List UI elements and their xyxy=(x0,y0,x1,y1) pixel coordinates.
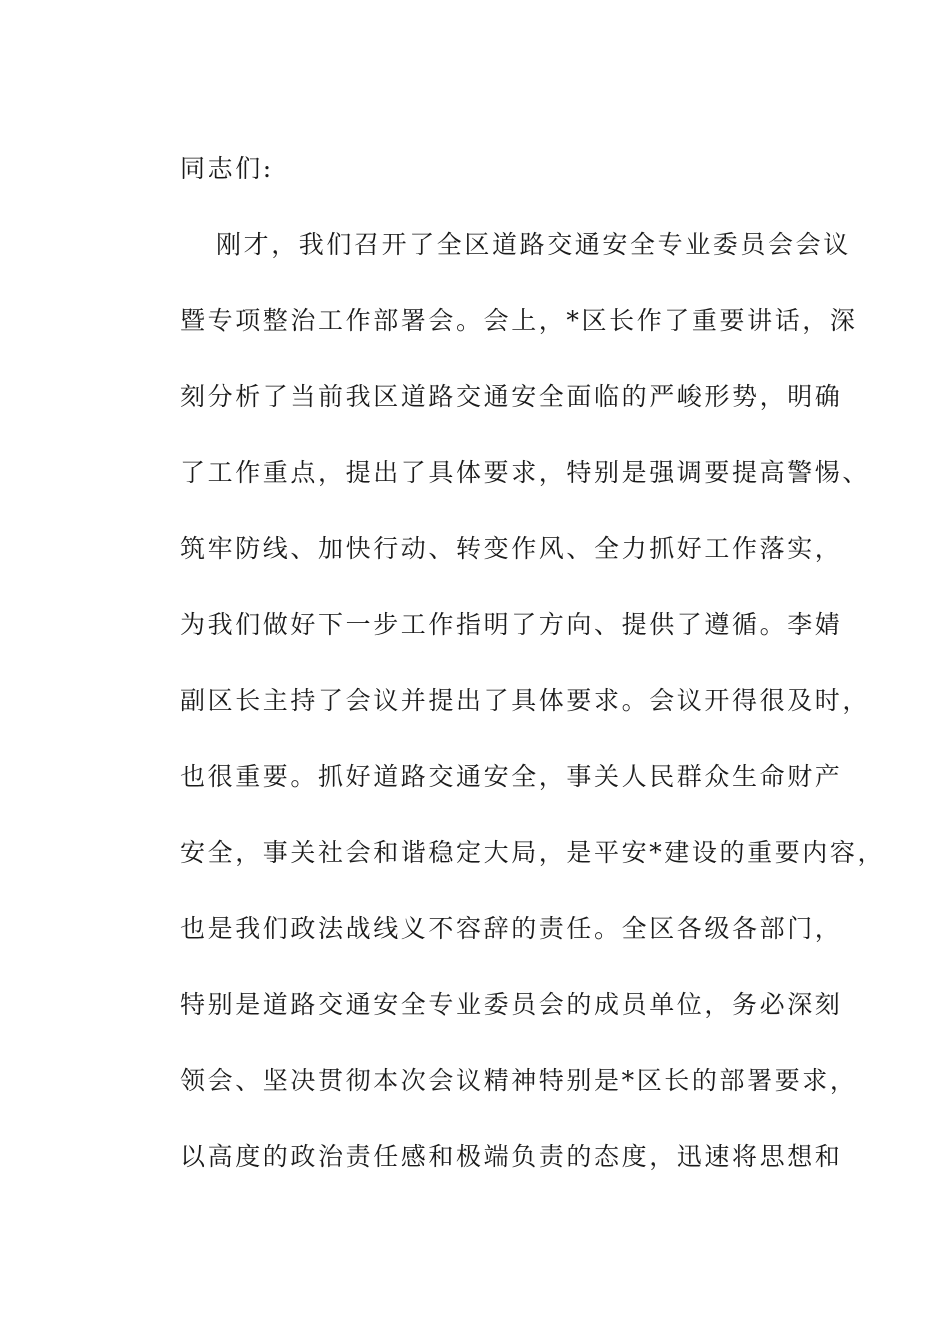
paragraph-line: 也很重要。抓好道路交通安全，事关人民群众生命财产 xyxy=(180,762,843,791)
paragraph-line: 了工作重点，提出了具体要求，特别是强调要提高警惕、 xyxy=(180,458,871,487)
paragraph-line: 筑牢防线、加快行动、转变作风、全力抓好工作落实， xyxy=(180,534,843,563)
paragraph-line: 以高度的政治责任感和极端负责的态度，迅速将思想和 xyxy=(180,1142,843,1171)
paragraph-line: 特别是道路交通安全专业委员会的成员单位，务必深刻 xyxy=(180,990,843,1019)
paragraph-line: 刻分析了当前我区道路交通安全面临的严峻形势，明确 xyxy=(180,382,843,411)
paragraph-line: 暨专项整治工作部署会。会上，*区长作了重要讲话，深 xyxy=(180,306,858,335)
greeting: 同志们: xyxy=(180,154,274,183)
paragraph-line: 也是我们政法战线义不容辞的责任。全区各级各部门， xyxy=(180,914,843,943)
paragraph-line: 为我们做好下一步工作指明了方向、提供了遵循。李婧 xyxy=(180,610,843,639)
document-body xyxy=(180,131,886,1195)
paragraph-line: 安全，事关社会和谐稳定大局，是平安*建设的重要内容， xyxy=(180,838,886,867)
paragraph-line: 副区长主持了会议并提出了具体要求。会议开得很及时， xyxy=(180,686,871,715)
paragraph-line: 领会、坚决贯彻本次会议精神特别是*区长的部署要求， xyxy=(180,1066,858,1095)
paragraph-line: 刚才，我们召开了全区道路交通安全专业委员会会议 xyxy=(216,230,851,259)
